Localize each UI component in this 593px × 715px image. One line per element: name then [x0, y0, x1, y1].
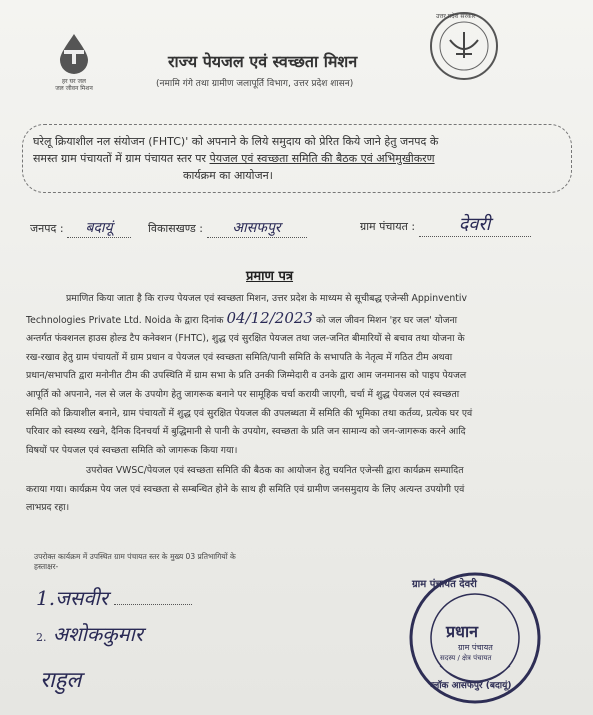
p1-line-2-pre: Technologies Private Ltd. Noida के द्वारा दिनांक [26, 314, 224, 326]
emblem-icon [428, 10, 500, 82]
p1-line-8: परिवार को स्वस्थ्य रखने, दैनिक दिनचर्या में बुद्धिमानी से पानी के उपयोग, स्वच्छता के प्रति जन सामान्य को जन-जागरूक करने आदि [26, 426, 466, 438]
certificate-paragraph-1 [26, 290, 582, 460]
p1-line-4: रख-रखाव हेतु ग्राम पंचायतों में ग्राम प्रधान व पेयजल एवं स्वच्छता समिति/पानी समिति के सभापति के नेतृत्व में गठित टीम अथवा [26, 351, 453, 363]
certificate-date: 04/12/2023 [226, 308, 313, 327]
water-drop-icon [44, 30, 104, 74]
p1-line-2 [26, 309, 582, 331]
district-value: बदायूं [67, 218, 131, 238]
program-banner [22, 124, 572, 193]
signatures-intro [34, 552, 354, 572]
stamp-bottom-text: ब्लॉक आसफपुर (बदायूं) [430, 681, 512, 691]
stamp-line-2: सदस्य / क्षेत्र पंचायत [440, 654, 492, 662]
gram-pradhan-stamp [400, 566, 550, 706]
district-label: जनपद : [30, 222, 64, 235]
banner-line-1: घरेलू क्रियाशील नल संयोजन (FHTC)' को अपनाने के लिये समुदाय को प्रेरित किये जाने हेतु जनपद के [33, 135, 439, 148]
certificate-heading: प्रमाण पत्र [246, 269, 294, 284]
signature-3-text: राहुल [40, 668, 82, 693]
signature-1-text: 1.जसवीर [36, 586, 108, 610]
panchayat-field [360, 212, 531, 237]
logo-left-text: हर घर जल [62, 78, 86, 85]
signature-2-number: 2. [36, 631, 47, 644]
stamp-line-1: ग्राम पंचायत [458, 643, 493, 652]
logo-left-sub: जल जीवन मिशन [55, 85, 93, 92]
panchayat-label: ग्राम पंचायत : [360, 220, 416, 233]
block-label: विकासखण्ड : [148, 222, 204, 235]
emblem-text: उत्तर प्रदेश सरकार [436, 13, 476, 20]
banner-line-2 [33, 150, 561, 167]
p2-line-3: लाभप्रद रहा। [26, 502, 70, 514]
p1-line-5: प्रधान/सभापति द्वारा मनोनीत टीम की उपस्थिति में ग्राम सभा के प्रति उनकी जिम्मेदारी व उनके द्वारा आम जनमानस को पाइप पेयजल [26, 370, 467, 382]
signature-2 [36, 620, 143, 647]
p2-line-1: उपरोक्त VWSC/पेयजल एवं स्वच्छता समिति की बैठक का आयोजन हेतु चयनित एजेन्सी द्वारा कार्यक्रम सम्पादित [86, 465, 464, 476]
signature-1 [36, 584, 192, 611]
panchayat-value: देवरी [419, 212, 531, 237]
signature-1-line [114, 604, 192, 605]
p1-line-3: अन्तर्गत फंक्शनल हाउस होल्ड टैप कनेक्शन (FHTC), शुद्ध एवं सुरक्षित पेयजल तथा जल-जनित बीमारियों से बचाव तथा योजना के [26, 333, 465, 345]
p1-line-2-post: को जल जीवन मिशन 'हर घर जल' योजना [315, 314, 458, 326]
signatures-intro-line-2: हस्ताक्षर- [34, 562, 59, 571]
block-field [148, 218, 307, 238]
header-subtitle: (नमामि गंगे तथा ग्रामीण जलापूर्ति विभाग, उत्तर प्रदेश शासन) [156, 79, 354, 89]
banner-line-2-text: समस्त ग्राम पंचायतों में ग्राम पंचायत स्तर पर [33, 152, 210, 165]
p1-line-7: समिति को क्रियाशील बनाने, ग्राम पंचायतों में शुद्ध एवं सुरक्षित पेयजल की उपलब्धता में समिति की भूमिका तथा कर्तव्य, प्रत्येक घर एवं [26, 407, 473, 419]
jal-jeevan-mission-logo [44, 30, 104, 100]
header-title: राज्य पेयजल एवं स्वच्छता मिशन [168, 52, 358, 71]
stamp-title: प्रधान [446, 622, 478, 641]
p1-line-1: प्रमाणित किया जाता है कि राज्य पेयजल एवं स्वच्छता मिशन, उत्तर प्रदेश के माध्यम से सूचीबद्ध एजेन्सी Appinventiv [66, 293, 467, 304]
signatures-intro-line-1: उपरोक्त कार्यक्रम में उपस्थित ग्राम पंचायत स्तर के मुख्य 03 प्रतिभागियों के [34, 552, 236, 561]
banner-line-3: कार्यक्रम का आयोजन। [183, 169, 273, 182]
banner-underlined-text: पेयजल एवं स्वच्छता समिति की बैठक एवं अभिमुखीकरण [209, 152, 435, 165]
p1-line-6: आपूर्ति को अपनाने, नल से जल के उपयोग हेतु जागरूक बनाने पर सामूहिक चर्चा करायी जाएगी, चर्चा में शुद्ध पेयजल एवं स्वच्छता [26, 388, 460, 400]
up-government-emblem [428, 10, 500, 82]
district-field [30, 218, 131, 238]
p1-line-9: विषयों पर पेयजल एवं स्वच्छता समिति को जागरूक किया गया। [26, 444, 238, 456]
certificate-paragraph-2 [26, 462, 582, 518]
stamp-ring-text: ग्राम पंचायत देवरी [412, 579, 477, 590]
signature-3 [40, 664, 81, 694]
p2-line-2: कराया गया। कार्यक्रम पेय जल एवं स्वच्छता से सम्बन्धित होने के साथ ही समिति एवं ग्रामीण जनसमुदाय के लिए अत्यन्त उपयोगी एवं [26, 483, 465, 495]
signature-2-text: अशोककुमार [52, 622, 143, 646]
block-value: आसफपुर [207, 218, 307, 238]
